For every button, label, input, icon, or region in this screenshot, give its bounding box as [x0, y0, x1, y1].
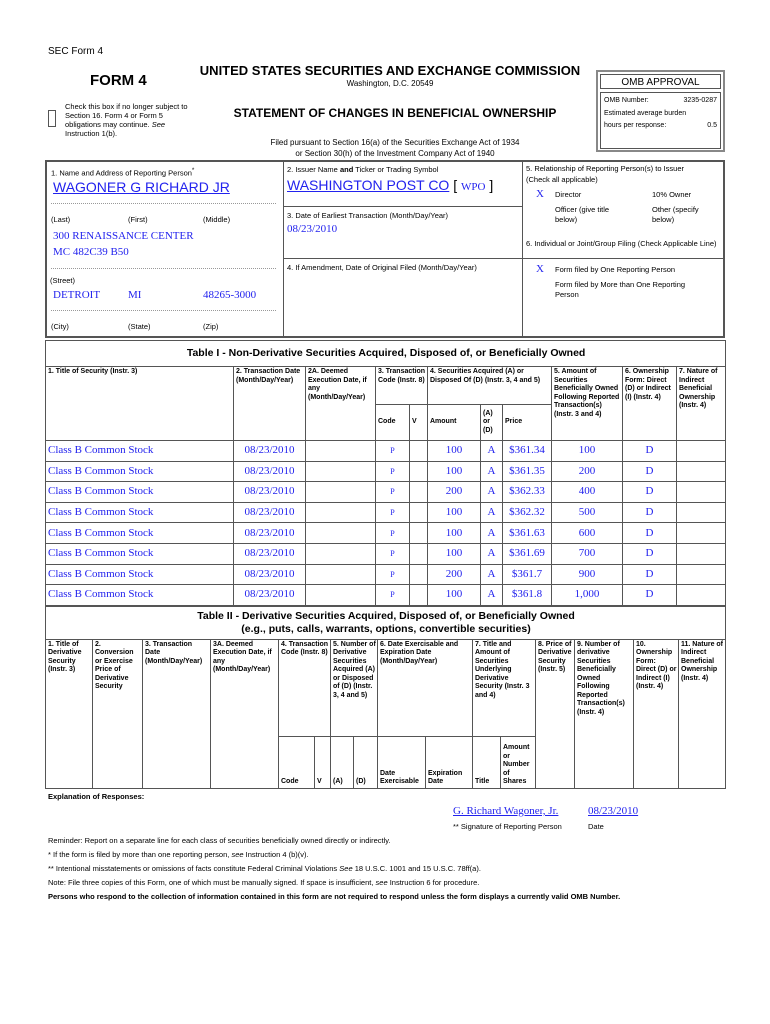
nature-of-ownership: [677, 585, 726, 606]
amount-owned: 100: [552, 441, 623, 462]
zip-value: 48265-3000: [203, 289, 257, 301]
transaction-date: 08/23/2010: [234, 585, 306, 606]
agency-location: Washington, D.C. 20549: [346, 79, 434, 88]
sec-form-label: SEC Form 4: [48, 46, 104, 57]
acquired-disposed: A: [481, 585, 503, 606]
omb-disclaimer: Persons who respond to the collection of information contained in this form are not required to respond unless the form displays a currently valid OMB Number.: [48, 891, 621, 901]
ownership-form: D: [623, 585, 677, 606]
t2-header-exercisable: 6. Date Exercisable and Expiration Date (Month/Day/Year): [378, 639, 473, 736]
amount: 100: [428, 585, 481, 606]
acquired-disposed: A: [481, 482, 503, 503]
t2-sub-code: Code: [279, 736, 315, 788]
amount: 100: [428, 502, 481, 523]
signature-date[interactable]: 08/23/2010: [588, 804, 639, 817]
deemed-date: [306, 482, 376, 503]
price: $361.34: [503, 441, 552, 462]
t1-sub-amount: Amount: [428, 405, 481, 441]
t1-sub-code: Code: [376, 405, 410, 441]
t2-sub-shares: Amount or Number of Shares: [501, 736, 536, 788]
deemed-date: [306, 564, 376, 585]
zip-label: (Zip): [203, 322, 219, 331]
t2-header-conversion: 2. Conversion or Exercise Price of Derivative Security: [93, 639, 143, 788]
director-label: Director: [555, 190, 582, 199]
t2-sub-a: (A): [331, 736, 354, 788]
t2-sub-v: V: [315, 736, 331, 788]
table-row: [46, 461, 726, 482]
transaction-date: 08/23/2010: [234, 441, 306, 462]
v-flag: [410, 482, 428, 503]
issuer-label: 2. Issuer Name and Ticker or Trading Symbol: [287, 165, 439, 174]
acquired-disposed: A: [481, 523, 503, 544]
statement-title: STATEMENT OF CHANGES IN BENEFICIAL OWNERSHIP: [233, 106, 557, 120]
amount: 100: [428, 523, 481, 544]
note-copies: Note: File three copies of this Form, one of which must be manually signed. If space is insufficient, see Instruction 6 for procedure.: [48, 877, 480, 887]
street-line-2: MC 482C39 B50: [53, 246, 129, 258]
amount-owned: 500: [552, 502, 623, 523]
nature-of-ownership: [677, 482, 726, 503]
transaction-code: P: [376, 482, 410, 503]
table1-title: Table I - Non-Derivative Securities Acquired, Disposed of, or Beneficially Owned: [46, 341, 726, 367]
amount: 100: [428, 543, 481, 564]
table-row: [46, 482, 726, 503]
more-persons-label: Form filed by More than One Reporting Person: [555, 280, 686, 299]
ownership-form: D: [623, 482, 677, 503]
ownership-form: D: [623, 441, 677, 462]
street-label: (Street): [50, 276, 76, 285]
amount-owned: 700: [552, 543, 623, 564]
amount: 100: [428, 441, 481, 462]
table-row: [46, 502, 726, 523]
t1-header-form: 6. Ownership Form: Direct (D) or Indirect (I) (Instr. 4): [623, 367, 677, 441]
t2-header-owned: 9. Number of derivative Securities Beneficially Owned Following Reported Transaction(s) (Instr. 4): [575, 639, 634, 788]
no-longer-subject-checkbox[interactable]: [48, 110, 56, 127]
security-title: Class B Common Stock: [46, 482, 234, 503]
t1-header-deemed: 2A. Deemed Execution Date, if any (Month/Day/Year): [306, 367, 376, 441]
agency-title: UNITED STATES SECURITIES AND EXCHANGE COMMISSION: [199, 63, 581, 78]
t2-header-title: 1. Title of Derivative Security (Instr. 3): [46, 639, 93, 788]
omb-number-label: OMB Number:: [604, 97, 649, 104]
security-title: Class B Common Stock: [46, 502, 234, 523]
security-title: Class B Common Stock: [46, 441, 234, 462]
security-title: Class B Common Stock: [46, 523, 234, 544]
street-line-1: 300 RENAISSANCE CENTER: [53, 230, 194, 242]
earliest-transaction-date: 08/23/2010: [287, 223, 338, 235]
price: $361.69: [503, 543, 552, 564]
t2-sub-d: (D): [354, 736, 378, 788]
v-flag: [410, 502, 428, 523]
middle-label: (Middle): [203, 215, 231, 224]
t2-sub-expiration: Expiration Date: [426, 736, 473, 788]
filed-pursuant: [200, 138, 590, 159]
note-misstatements: ** Intentional misstatements or omissions of facts constitute Federal Criminal Violations See 18 U.S.C. 1001 and 15 U.S.C. 78ff(a).: [48, 863, 481, 873]
t1-header-nature: 7. Nature of Indirect Beneficial Ownership (Instr. 4): [677, 367, 726, 441]
deemed-date: [306, 543, 376, 564]
ten-percent-owner-label: 10% Owner: [652, 190, 692, 199]
v-flag: [410, 543, 428, 564]
omb-hours-label: hours per response:: [604, 122, 667, 129]
deemed-date: [306, 461, 376, 482]
nature-of-ownership: [677, 523, 726, 544]
v-flag: [410, 441, 428, 462]
amount-owned: 400: [552, 482, 623, 503]
state-value: MI: [128, 289, 142, 301]
price: $361.7: [503, 564, 552, 585]
security-title: Class B Common Stock: [46, 564, 234, 585]
nature-of-ownership: [677, 502, 726, 523]
nature-of-ownership: [677, 543, 726, 564]
tables-and-footer: [45, 340, 725, 901]
table-row: [46, 441, 726, 462]
reporting-person-label: 1. Name and Address of Reporting Person*: [51, 167, 195, 178]
amount-owned: 200: [552, 461, 623, 482]
t2-header-number: 5. Number of Derivative Securities Acquired (A) or Disposed of (D) (Instr. 3, 4 and 5): [331, 639, 378, 736]
omb-hours: 0.5: [707, 122, 717, 129]
city-label: (City): [51, 322, 69, 331]
deemed-date: [306, 523, 376, 544]
other-label: Other (specify below): [652, 205, 699, 224]
amendment-label: 4. If Amendment, Date of Original Filed (Month/Day/Year): [287, 263, 477, 272]
t1-sub-aord: (A) or (D): [481, 405, 503, 441]
transaction-date: 08/23/2010: [234, 543, 306, 564]
note-multiple-persons: * If the form is filed by more than one reporting person, see Instruction 4 (b)(v).: [48, 849, 309, 859]
v-flag: [410, 523, 428, 544]
omb-burden-label: Estimated average burden: [604, 109, 687, 117]
reminder-text: Reminder: Report on a separate line for each class of securities beneficially owned directly or indirectly.: [48, 835, 391, 845]
t2-header-underlying: 7. Title and Amount of Securities Underlying Derivative Security (Instr. 3 and 4): [473, 639, 536, 736]
t1-header-owned: 5. Amount of Securities Beneficially Owned Following Reported Transaction(s) (Instr. 3 and 4): [552, 367, 623, 441]
t1-header-date: 2. Transaction Date (Month/Day/Year): [234, 367, 306, 441]
amount: 200: [428, 564, 481, 585]
relationship-label: 5. Relationship of Reporting Person(s) to Issuer (Check all applicable): [526, 164, 684, 184]
issuer-name-line: WASHINGTON POST CO [ WPO ]: [287, 177, 494, 193]
signature-row: [45, 805, 725, 831]
transaction-date: 08/23/2010: [234, 461, 306, 482]
security-title: Class B Common Stock: [46, 585, 234, 606]
t1-sub-v: V: [410, 405, 428, 441]
table-row: [46, 564, 726, 585]
officer-label: Officer (give title below): [555, 205, 610, 224]
transaction-date: 08/23/2010: [234, 523, 306, 544]
v-flag: [410, 461, 428, 482]
director-checkmark[interactable]: X: [536, 188, 544, 200]
checkbox-text: Check this box if no longer subject to Section 16. Form 4 or Form 5 obligations may continue. See Instruction 1(b).: [65, 102, 188, 138]
signature-label: ** Signature of Reporting Person: [453, 821, 562, 831]
signature[interactable]: G. Richard Wagoner, Jr.: [453, 804, 559, 817]
date-label: Date: [588, 821, 604, 831]
amount: 100: [428, 461, 481, 482]
table-derivative: [45, 606, 726, 789]
acquired-disposed: A: [481, 502, 503, 523]
price: $361.8: [503, 585, 552, 606]
issuer-name[interactable]: WASHINGTON POST CO: [287, 177, 450, 193]
transaction-code: P: [376, 502, 410, 523]
nature-of-ownership: [677, 441, 726, 462]
deemed-date: [306, 585, 376, 606]
t2-header-price: 8. Price of Derivative Security (Instr. 5): [536, 639, 575, 788]
t1-sub-price: Price: [503, 405, 552, 441]
transaction-code: P: [376, 523, 410, 544]
explanation-label: Explanation of Responses:: [48, 791, 145, 801]
form-title: FORM 4: [90, 72, 147, 89]
amount-owned: 600: [552, 523, 623, 544]
table-row: [46, 523, 726, 544]
transaction-code: P: [376, 585, 410, 606]
state-label: (State): [128, 322, 151, 331]
ownership-form: D: [623, 543, 677, 564]
ownership-form: D: [623, 564, 677, 585]
transaction-code: P: [376, 441, 410, 462]
filed-line-2: or Section 30(h) of the Investment Company Act of 1940: [295, 148, 495, 158]
t2-sub-title: Title: [473, 736, 501, 788]
issuer-ticker: WPO: [460, 181, 486, 193]
table-row: [46, 543, 726, 564]
transaction-date: 08/23/2010: [234, 502, 306, 523]
acquired-disposed: A: [481, 441, 503, 462]
city-value: DETROIT: [53, 289, 101, 301]
transaction-code: P: [376, 564, 410, 585]
omb-approval-box: [596, 70, 725, 152]
amount: 200: [428, 482, 481, 503]
t2-header-form: 10. Ownership Form: Direct (D) or Indirect (I) (Instr. 4): [634, 639, 679, 788]
filed-line-1: Filed pursuant to Section 16(a) of the Securities Exchange Act of 1934: [270, 138, 520, 147]
price: $361.63: [503, 523, 552, 544]
deemed-date: [306, 441, 376, 462]
acquired-disposed: A: [481, 564, 503, 585]
t2-header-deemed: 3A. Deemed Execution Date, if any (Month/Day/Year): [211, 639, 279, 788]
v-flag: [410, 585, 428, 606]
table-row: [46, 585, 726, 606]
nature-of-ownership: [677, 564, 726, 585]
reporting-person-name[interactable]: WAGONER G RICHARD JR: [53, 179, 230, 195]
t2-header-nature: 11. Nature of Indirect Beneficial Ownership (Instr. 4): [679, 639, 726, 788]
acquired-disposed: A: [481, 461, 503, 482]
transaction-code: P: [376, 543, 410, 564]
amount-owned: 900: [552, 564, 623, 585]
ownership-form: D: [623, 461, 677, 482]
acquired-disposed: A: [481, 543, 503, 564]
t1-header-title: 1. Title of Security (Instr. 3): [46, 367, 234, 441]
transaction-code: P: [376, 461, 410, 482]
t1-header-code: 3. Transaction Code (Instr. 8): [376, 367, 428, 405]
transaction-date: 08/23/2010: [234, 482, 306, 503]
security-title: Class B Common Stock: [46, 461, 234, 482]
first-label: (First): [128, 215, 148, 224]
price: $362.33: [503, 482, 552, 503]
ownership-form: D: [623, 523, 677, 544]
filing-label: 6. Individual or Joint/Group Filing (Check Applicable Line): [526, 239, 717, 248]
t2-header-code: 4. Transaction Code (Instr. 8): [279, 639, 331, 736]
omb-title: OMB APPROVAL: [600, 74, 721, 89]
v-flag: [410, 564, 428, 585]
amount-owned: 1,000: [552, 585, 623, 606]
price: $361.35: [503, 461, 552, 482]
security-title: Class B Common Stock: [46, 543, 234, 564]
transaction-date: 08/23/2010: [234, 564, 306, 585]
deemed-date: [306, 502, 376, 523]
t2-header-date: 3. Transaction Date (Month/Day/Year): [143, 639, 211, 788]
last-label: (Last): [51, 215, 71, 224]
ownership-form: D: [623, 502, 677, 523]
earliest-transaction-label: 3. Date of Earliest Transaction (Month/Day/Year): [287, 211, 449, 220]
table2-title: Table II - Derivative Securities Acquired, Disposed of, or Beneficially Owned (e.g., puts, calls, warrants, options, convertible securities): [46, 606, 726, 639]
price: $362.32: [503, 502, 552, 523]
one-person-label: Form filed by One Reporting Person: [555, 265, 676, 274]
nature-of-ownership: [677, 461, 726, 482]
one-person-checkmark[interactable]: X: [536, 263, 544, 275]
t2-sub-exercisable: Date Exercisable: [378, 736, 426, 788]
omb-number: 3235-0287: [683, 97, 717, 104]
table-non-derivative: [45, 340, 726, 606]
t1-header-acquired: 4. Securities Acquired (A) or Disposed Of (D) (Instr. 3, 4 and 5): [428, 367, 552, 405]
